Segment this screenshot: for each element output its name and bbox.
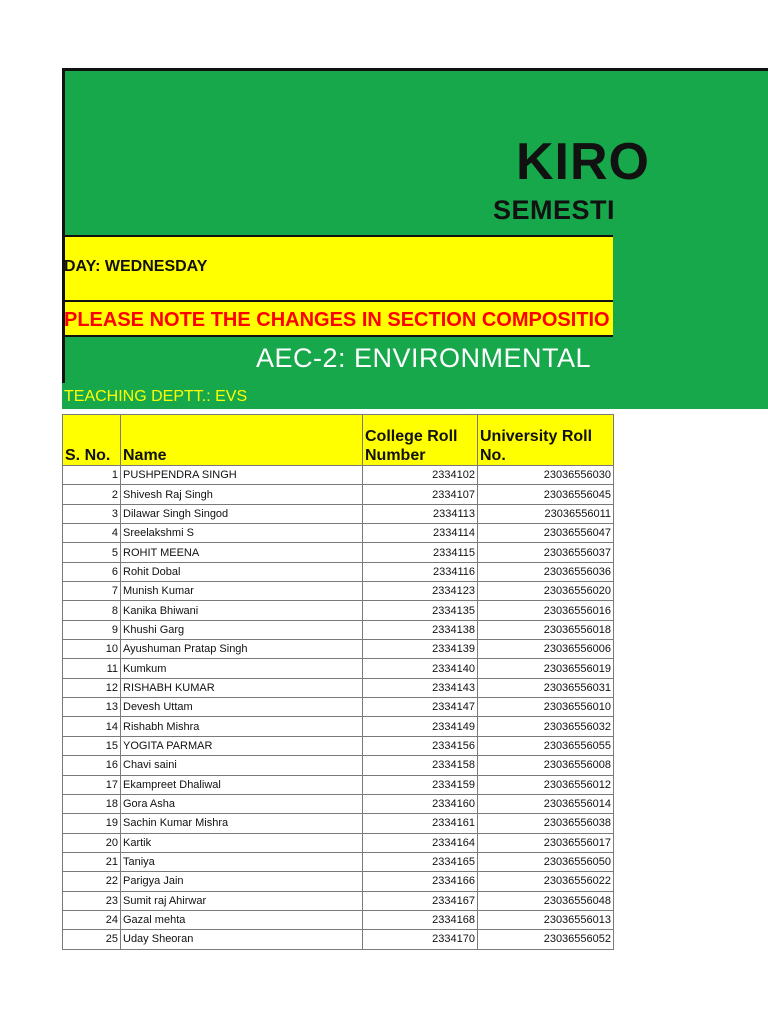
table-row [63,698,614,717]
cell-sno: 17 [63,775,121,794]
cell-university-roll: 23036556016 [478,601,614,620]
cell-college-roll: 2334159 [363,775,478,794]
student-roll-table [62,414,614,950]
cell-university-roll: 23036556022 [478,872,614,891]
cell-name: Gora Asha [121,794,363,813]
cell-university-roll: 23036556032 [478,717,614,736]
table-row [63,582,614,601]
cell-university-roll: 23036556006 [478,640,614,659]
table-row [63,910,614,929]
cell-name: Taniya [121,852,363,871]
cell-college-roll: 2334167 [363,891,478,910]
cell-university-roll: 23036556017 [478,833,614,852]
table-row [63,524,614,543]
table-row [63,756,614,775]
col-header-name: Name [121,415,363,466]
col-header-sno: S. No. [63,415,121,466]
table-row [63,736,614,755]
cell-sno: 11 [63,659,121,678]
cell-university-roll: 23036556047 [478,524,614,543]
cell-university-roll: 23036556013 [478,910,614,929]
cell-sno: 4 [63,524,121,543]
teaching-dept-label: TEACHING DEPTT.: EVS [64,388,248,405]
cell-college-roll: 2334115 [363,543,478,562]
cell-college-roll: 2334114 [363,524,478,543]
table-row [63,543,614,562]
cell-name: Kanika Bhiwani [121,601,363,620]
cell-university-roll: 23036556010 [478,698,614,717]
cell-sno: 14 [63,717,121,736]
cell-college-roll: 2334156 [363,736,478,755]
cell-college-roll: 2334107 [363,485,478,504]
section-change-notice: PLEASE NOTE THE CHANGES IN SECTION COMPOSITIO [64,309,610,331]
cell-college-roll: 2334168 [363,910,478,929]
cell-name: Shivesh Raj Singh [121,485,363,504]
cell-university-roll: 23036556008 [478,756,614,775]
table-row [63,717,614,736]
cell-sno: 22 [63,872,121,891]
cell-sno: 24 [63,910,121,929]
cell-college-roll: 2334143 [363,678,478,697]
cell-college-roll: 2334166 [363,872,478,891]
table-row [63,504,614,523]
cell-sno: 12 [63,678,121,697]
cell-name: Chavi saini [121,756,363,775]
cell-university-roll: 23036556031 [478,678,614,697]
cell-name: Sachin Kumar Mishra [121,814,363,833]
table-row [63,930,614,949]
cell-university-roll: 23036556052 [478,930,614,949]
cell-name: Khushi Garg [121,620,363,639]
table-row [63,891,614,910]
table-row [63,872,614,891]
col-header-university-roll: University Roll No. [478,415,614,466]
cell-university-roll: 23036556014 [478,794,614,813]
table-header-row [63,415,614,466]
cell-university-roll: 23036556020 [478,582,614,601]
cell-college-roll: 2334170 [363,930,478,949]
table-row [63,466,614,485]
cell-name: Dilawar Singh Singod [121,504,363,523]
table-row [63,485,614,504]
cell-sno: 15 [63,736,121,755]
cell-name: Munish Kumar [121,582,363,601]
cell-sno: 1 [63,466,121,485]
cell-sno: 5 [63,543,121,562]
cell-name: Rohit Dobal [121,562,363,581]
course-title: AEC-2: ENVIRONMENTAL [256,343,592,373]
cell-college-roll: 2334138 [363,620,478,639]
band-divider [62,300,613,302]
cell-college-roll: 2334113 [363,504,478,523]
table-row [63,562,614,581]
table-row [63,620,614,639]
college-title: KIRO [516,133,650,191]
cell-university-roll: 23036556012 [478,775,614,794]
cell-college-roll: 2334116 [363,562,478,581]
cell-university-roll: 23036556011 [478,504,614,523]
cell-sno: 16 [63,756,121,775]
cell-sno: 19 [63,814,121,833]
cell-name: Kartik [121,833,363,852]
cell-university-roll: 23036556055 [478,736,614,755]
cell-sno: 2 [63,485,121,504]
title-banner-extension [613,235,768,409]
cell-college-roll: 2334135 [363,601,478,620]
title-banner [62,68,768,235]
cell-university-roll: 23036556038 [478,814,614,833]
cell-name: Devesh Uttam [121,698,363,717]
cell-college-roll: 2334139 [363,640,478,659]
cell-name: YOGITA PARMAR [121,736,363,755]
table-row [63,833,614,852]
cell-college-roll: 2334140 [363,659,478,678]
cell-sno: 13 [63,698,121,717]
cell-university-roll: 23036556048 [478,891,614,910]
cell-sno: 8 [63,601,121,620]
cell-sno: 7 [63,582,121,601]
cell-name: Kumkum [121,659,363,678]
cell-university-roll: 23036556018 [478,620,614,639]
table-row [63,775,614,794]
cell-university-roll: 23036556050 [478,852,614,871]
cell-college-roll: 2334165 [363,852,478,871]
cell-university-roll: 23036556019 [478,659,614,678]
cell-college-roll: 2334147 [363,698,478,717]
table-row [63,794,614,813]
cell-name: Sreelakshmi S [121,524,363,543]
cell-name: Sumit raj Ahirwar [121,891,363,910]
day-label: DAY: WEDNESDAY [64,258,208,275]
cell-sno: 20 [63,833,121,852]
semester-title: SEMESTI [493,195,616,225]
table-row [63,601,614,620]
cell-university-roll: 23036556030 [478,466,614,485]
cell-college-roll: 2334160 [363,794,478,813]
cell-sno: 10 [63,640,121,659]
cell-university-roll: 23036556036 [478,562,614,581]
cell-sno: 23 [63,891,121,910]
cell-name: Gazal mehta [121,910,363,929]
cell-sno: 6 [63,562,121,581]
cell-college-roll: 2334123 [363,582,478,601]
cell-name: Ekampreet Dhaliwal [121,775,363,794]
cell-name: Parigya Jain [121,872,363,891]
cell-college-roll: 2334161 [363,814,478,833]
table-row [63,640,614,659]
cell-sno: 25 [63,930,121,949]
cell-university-roll: 23036556045 [478,485,614,504]
cell-sno: 3 [63,504,121,523]
cell-name: Rishabh Mishra [121,717,363,736]
cell-college-roll: 2334158 [363,756,478,775]
cell-name: Ayushuman Pratap Singh [121,640,363,659]
cell-name: ROHIT MEENA [121,543,363,562]
cell-name: PUSHPENDRA SINGH [121,466,363,485]
col-header-college-roll: College Roll Number [363,415,478,466]
cell-college-roll: 2334102 [363,466,478,485]
cell-sno: 21 [63,852,121,871]
table-row [63,659,614,678]
cell-university-roll: 23036556037 [478,543,614,562]
cell-sno: 18 [63,794,121,813]
table-row [63,852,614,871]
cell-name: Uday Sheoran [121,930,363,949]
table-row [63,678,614,697]
cell-college-roll: 2334164 [363,833,478,852]
cell-sno: 9 [63,620,121,639]
cell-name: RISHABH KUMAR [121,678,363,697]
table-row [63,814,614,833]
cell-college-roll: 2334149 [363,717,478,736]
